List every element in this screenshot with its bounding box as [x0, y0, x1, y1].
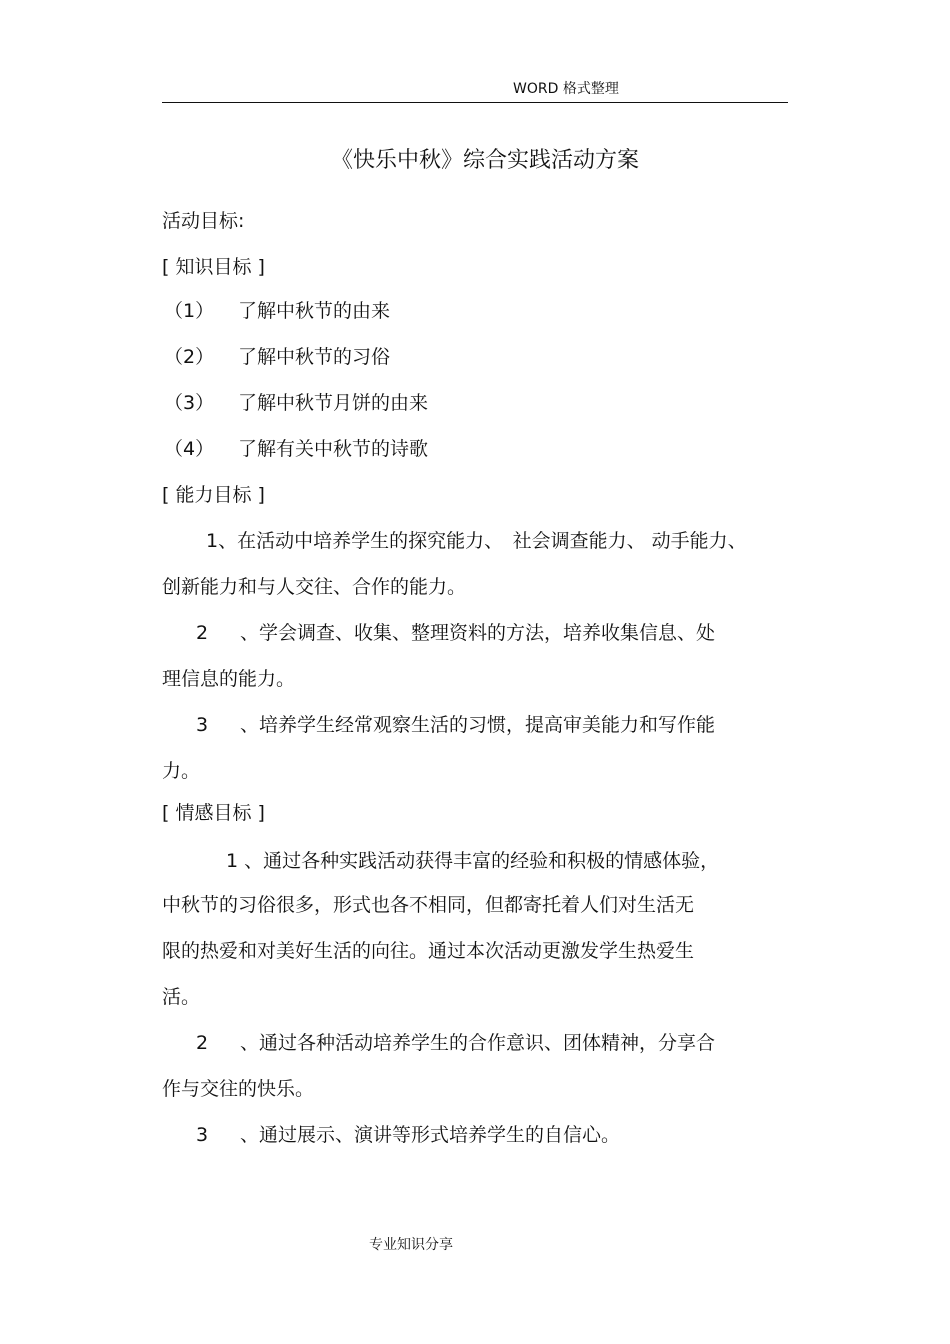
- emotion-paragraph-2-line-2: 作与交往的快乐。: [162, 1078, 315, 1100]
- ability-paragraph-2-number: 2: [196, 622, 209, 644]
- knowledge-item-number: （2）: [164, 346, 215, 368]
- knowledge-item-number: （4）: [164, 438, 215, 460]
- knowledge-heading: [ 知识目标 ]: [162, 256, 265, 278]
- knowledge-item-number: （3）: [164, 392, 215, 414]
- emotion-paragraph-1-line-4: 活。: [162, 986, 201, 1008]
- emotion-paragraph-1-line-2: 中秋节的习俗很多，形式也各不相同，但都寄托着人们对生活无: [162, 894, 695, 916]
- ability-paragraph-1-line-2: 创新能力和与人交往、合作的能力。: [162, 576, 467, 598]
- emotion-paragraph-1-line-3: 限的热爱和对美好生活的向往。通过本次活动更激发学生热爱生: [162, 940, 695, 962]
- document-title: 《快乐中秋》综合实践活动方案: [331, 148, 640, 173]
- knowledge-item-text: 了解中秋节的习俗: [238, 346, 391, 368]
- ability-paragraph-3-line-1: 、培养学生经常观察生活的习惯，提高审美能力和写作能: [240, 714, 716, 736]
- emotion-paragraph-2-number: 2: [196, 1032, 209, 1054]
- ability-paragraph-3-line-2: 力。: [162, 760, 201, 782]
- header-text: WORD 格式整理: [513, 81, 619, 97]
- emotion-paragraph-3-line-1: 、通过展示、演讲等形式培养学生的自信心。: [240, 1124, 621, 1146]
- ability-paragraph-2-line-2: 理信息的能力。: [162, 668, 296, 690]
- emotion-paragraph-2-line-1: 、通过各种活动培养学生的合作意识、团体精神，分享合: [240, 1032, 716, 1054]
- ability-paragraph-2-line-1: 、学会调查、收集、整理资料的方法，培养收集信息、处: [240, 622, 716, 644]
- knowledge-item-text: 了解中秋节的由来: [238, 300, 391, 322]
- knowledge-item-text: 了解中秋节月饼的由来: [238, 392, 429, 414]
- page-footer: 专业知识分享: [369, 1237, 453, 1253]
- ability-paragraph-3-number: 3: [196, 714, 209, 736]
- emotion-paragraph-1-line-1: 1 、通过各种实践活动获得丰富的经验和积极的情感体验，: [226, 850, 720, 872]
- knowledge-item-text: 了解有关中秋节的诗歌: [238, 438, 429, 460]
- emotion-paragraph-3-number: 3: [196, 1124, 209, 1146]
- knowledge-item-number: （1）: [164, 300, 215, 322]
- ability-heading: [ 能力目标 ]: [162, 484, 265, 506]
- header-divider: [162, 102, 788, 103]
- emotion-heading: [ 情感目标 ]: [162, 802, 265, 824]
- section-goals-heading: 活动目标:: [162, 210, 245, 232]
- ability-paragraph-1-line-1: 1、在活动中培养学生的探究能力、 社会调查能力、 动手能力、: [206, 530, 747, 552]
